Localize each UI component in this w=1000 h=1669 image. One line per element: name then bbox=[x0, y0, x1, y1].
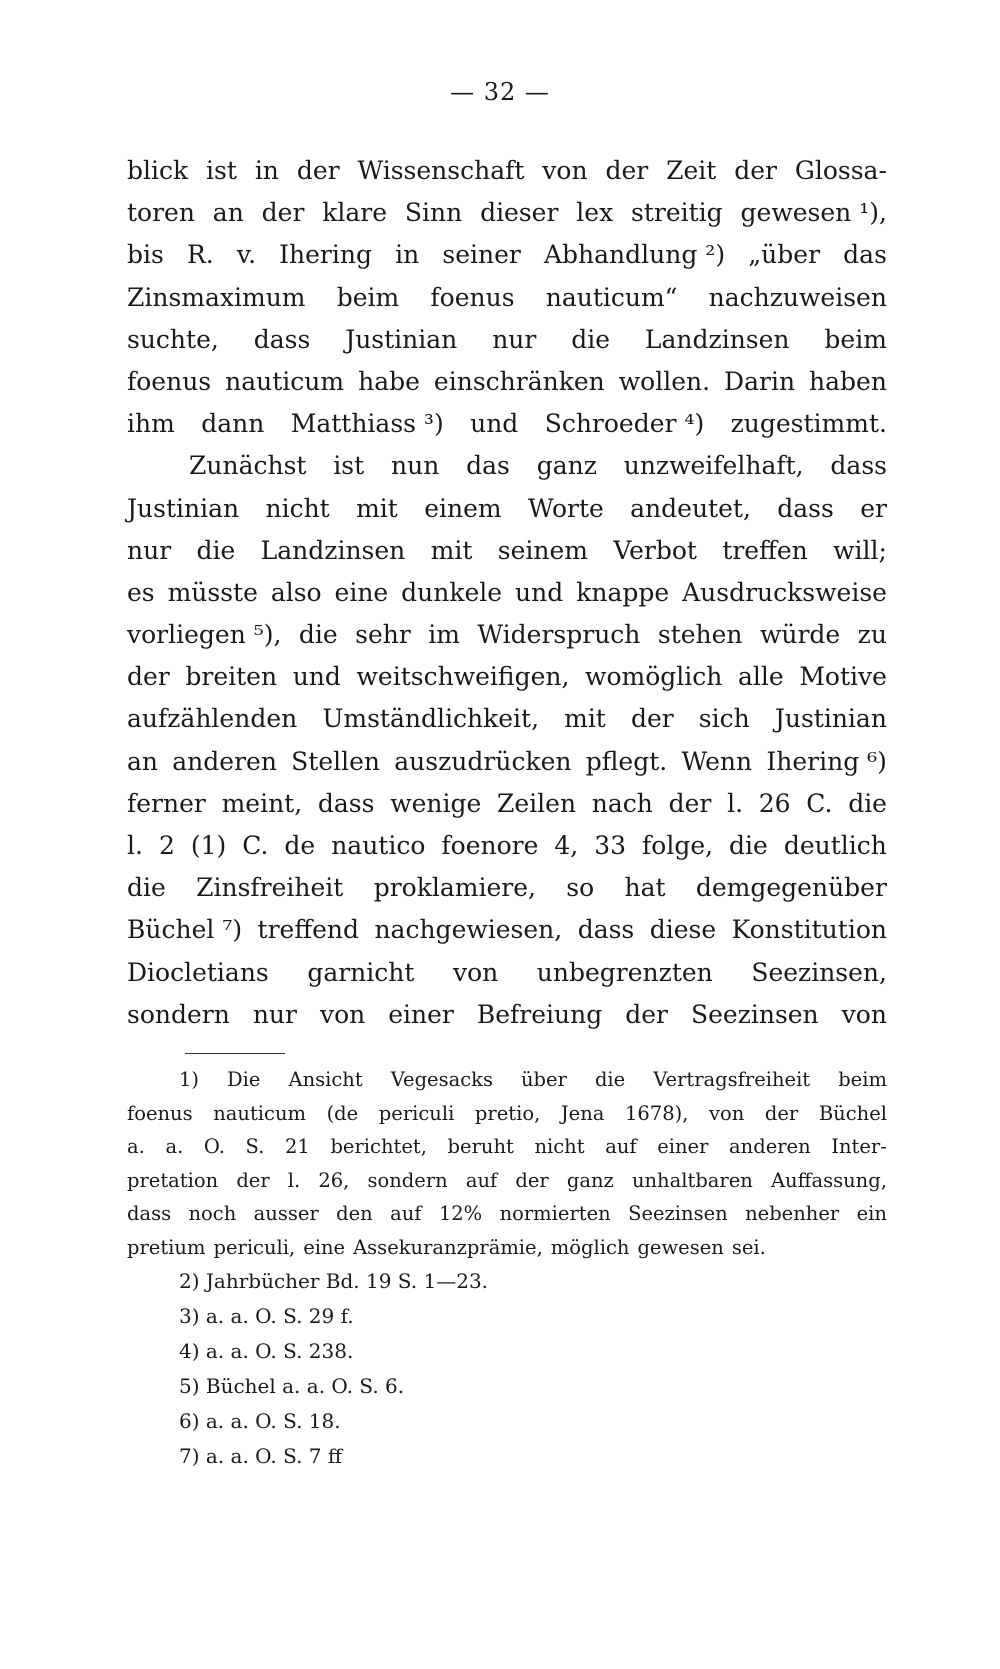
word: blick bbox=[127, 156, 189, 185]
word: nur bbox=[492, 324, 537, 354]
word: ganz bbox=[566, 1168, 614, 1192]
word: 21 bbox=[285, 1135, 310, 1158]
word: Wissenschaft bbox=[357, 156, 525, 185]
word: Die bbox=[227, 1068, 261, 1091]
word: R. bbox=[186, 240, 214, 270]
word: weitschweifigen, bbox=[356, 662, 570, 692]
word: Assekuranzprämie, bbox=[353, 1235, 543, 1259]
text-line bbox=[127, 234, 887, 276]
word: unzweifelhaft, bbox=[623, 451, 804, 481]
word: die bbox=[594, 1068, 626, 1091]
text-line bbox=[127, 572, 887, 614]
word: nautico bbox=[331, 831, 426, 860]
word: von bbox=[452, 957, 499, 987]
word: S. bbox=[245, 1135, 265, 1158]
word: Seezinsen bbox=[690, 999, 819, 1029]
word: nauticum bbox=[213, 1101, 306, 1125]
word: Seezinsen bbox=[628, 1202, 728, 1225]
word: Büchel ⁷) bbox=[127, 915, 243, 945]
footnote-line bbox=[127, 1130, 887, 1164]
word: die bbox=[729, 831, 768, 860]
text-line bbox=[127, 403, 887, 445]
word: folge, bbox=[642, 831, 714, 860]
word: dass bbox=[830, 451, 887, 481]
word: haben bbox=[809, 366, 887, 396]
footnotes bbox=[127, 1063, 887, 1474]
word: wollen. bbox=[618, 366, 711, 396]
word: die bbox=[196, 535, 236, 565]
word: der bbox=[261, 198, 305, 228]
word: Jena bbox=[560, 1101, 605, 1125]
text-line bbox=[127, 994, 887, 1036]
word: bis bbox=[127, 240, 164, 270]
word: 12% bbox=[438, 1202, 483, 1225]
word: Schroeder ⁴) bbox=[544, 409, 705, 439]
word: nicht bbox=[534, 1135, 585, 1158]
text-line bbox=[127, 361, 887, 403]
word: Motive bbox=[799, 662, 887, 692]
word: dass bbox=[317, 788, 375, 818]
word: foenus bbox=[127, 366, 212, 396]
word: mit bbox=[430, 535, 473, 565]
word: Landzinsen bbox=[644, 324, 790, 354]
word: nauticum“ bbox=[545, 282, 678, 312]
word: und bbox=[292, 662, 341, 692]
word: der bbox=[734, 156, 777, 185]
word: der bbox=[515, 1168, 549, 1192]
word: Landzinsen bbox=[260, 535, 406, 565]
word: vorliegen ⁵), bbox=[127, 620, 282, 650]
word: ist bbox=[206, 156, 237, 185]
word: Zunächst bbox=[189, 451, 307, 481]
word: stehen bbox=[657, 620, 743, 650]
word: Verbot bbox=[613, 535, 697, 565]
word: andeutet, bbox=[630, 493, 751, 523]
text-line bbox=[127, 614, 887, 656]
word: Justinian bbox=[127, 493, 240, 523]
word: der bbox=[236, 1168, 270, 1192]
word: 26, bbox=[318, 1168, 350, 1192]
word: Vertragsfreiheit bbox=[653, 1068, 811, 1091]
word: habe bbox=[358, 366, 420, 396]
word: lex bbox=[576, 198, 614, 228]
word: der bbox=[605, 156, 649, 185]
word: meint, bbox=[221, 788, 303, 818]
word: Umständlichkeit, bbox=[322, 704, 540, 734]
text-line bbox=[127, 319, 887, 361]
word: Zinsfreiheit bbox=[196, 873, 344, 903]
word: es bbox=[127, 577, 155, 607]
word: Zeilen bbox=[497, 788, 577, 818]
word: „über bbox=[748, 240, 821, 270]
word: 4, bbox=[554, 831, 579, 860]
word: Zinsmaximum bbox=[127, 282, 306, 312]
word: an bbox=[127, 746, 159, 776]
word: sei. bbox=[731, 1235, 766, 1259]
word: sehr bbox=[355, 620, 411, 650]
word: Glossa- bbox=[794, 156, 887, 185]
word: pretation bbox=[127, 1168, 219, 1192]
word: Büchel bbox=[818, 1101, 887, 1125]
word: auf bbox=[605, 1135, 637, 1158]
word: Abhandlung ²) bbox=[543, 240, 726, 270]
text-line bbox=[127, 909, 887, 951]
word: dass bbox=[253, 324, 311, 354]
word: demgegenüber bbox=[695, 873, 887, 903]
word: l. bbox=[287, 1168, 301, 1192]
word: proklamiere, bbox=[373, 873, 536, 903]
word: nur bbox=[127, 535, 172, 565]
footnote-line bbox=[127, 1197, 887, 1231]
word: Wenn bbox=[681, 746, 753, 776]
text-line bbox=[127, 825, 887, 867]
word: die bbox=[298, 620, 338, 650]
word: der bbox=[296, 156, 340, 185]
text-line bbox=[127, 192, 887, 234]
word: einer bbox=[657, 1135, 709, 1158]
word: die bbox=[127, 873, 166, 903]
word: ausser bbox=[253, 1202, 319, 1225]
word: also bbox=[270, 577, 322, 607]
word: Sinn bbox=[404, 198, 463, 228]
word: einer bbox=[388, 999, 454, 1029]
word: gewesen bbox=[637, 1235, 724, 1259]
word: und bbox=[515, 577, 564, 607]
word: anderen bbox=[729, 1135, 811, 1158]
word: der bbox=[630, 704, 674, 734]
word: Matthiass ³) bbox=[290, 409, 444, 439]
word: pretio, bbox=[474, 1101, 541, 1125]
word: Stellen bbox=[291, 746, 381, 776]
word: die bbox=[848, 788, 887, 818]
text-line bbox=[127, 488, 887, 530]
word: das bbox=[466, 451, 510, 481]
word: anderen bbox=[172, 746, 277, 776]
page-number: — 32 — bbox=[450, 78, 550, 106]
text-line bbox=[127, 150, 887, 192]
word: sondern bbox=[127, 999, 230, 1029]
word: pflegt. bbox=[585, 746, 668, 776]
word: 2 bbox=[158, 831, 175, 860]
word: (de bbox=[326, 1101, 359, 1125]
word: seinem bbox=[497, 535, 588, 565]
word: von bbox=[841, 999, 887, 1029]
word: in bbox=[395, 240, 420, 270]
word: von bbox=[542, 156, 588, 185]
footnote-line bbox=[127, 1231, 887, 1265]
word: ihm bbox=[127, 409, 175, 439]
text-line bbox=[127, 530, 887, 572]
word: diese bbox=[649, 915, 717, 945]
word: an bbox=[212, 198, 244, 228]
word: Befreiung bbox=[476, 999, 603, 1029]
word: l. bbox=[727, 788, 744, 818]
word: wenige bbox=[390, 788, 482, 818]
word: C. bbox=[806, 788, 833, 818]
word: dann bbox=[201, 409, 265, 439]
footnote-line bbox=[127, 1164, 887, 1198]
word: de bbox=[284, 831, 316, 860]
word: der bbox=[764, 1101, 799, 1125]
text-line bbox=[127, 277, 887, 319]
text-line bbox=[127, 656, 887, 698]
word: beim bbox=[838, 1068, 887, 1091]
word: 26 bbox=[758, 788, 791, 818]
word: nicht bbox=[265, 493, 330, 523]
word: sondern bbox=[367, 1168, 448, 1192]
word: Ihering bbox=[279, 240, 372, 270]
word: unbegrenzten bbox=[536, 957, 713, 987]
footnote-2: 2) Jahrbücher Bd. 19 S. 1—23. bbox=[179, 1269, 489, 1293]
word: periculi, bbox=[213, 1235, 296, 1259]
word: und bbox=[470, 409, 519, 439]
word: würde bbox=[759, 620, 841, 650]
word: dunkele bbox=[401, 577, 503, 607]
word: der bbox=[625, 999, 668, 1029]
word: alle bbox=[737, 662, 784, 692]
text-line bbox=[127, 952, 887, 994]
word: Justinian bbox=[774, 704, 887, 734]
word: noch bbox=[188, 1202, 237, 1225]
word: mit bbox=[356, 493, 398, 523]
word: nauticum bbox=[225, 366, 345, 396]
word: die bbox=[571, 324, 611, 354]
word: nachzuweisen bbox=[708, 282, 887, 312]
footnote-1 bbox=[127, 1063, 887, 1264]
word: Darin bbox=[724, 366, 796, 396]
footnote-4: 4) a. a. O. S. 238. bbox=[179, 1339, 354, 1363]
footnote-line bbox=[127, 1097, 887, 1131]
text-line bbox=[127, 741, 887, 783]
word: dieser bbox=[480, 198, 559, 228]
word: normierten bbox=[499, 1202, 611, 1225]
word: ganz bbox=[536, 451, 597, 481]
word: womöglich bbox=[585, 662, 723, 692]
word: foenore bbox=[441, 831, 539, 860]
word: in bbox=[254, 156, 279, 185]
word: den bbox=[336, 1202, 373, 1225]
word: dass bbox=[577, 915, 635, 945]
word: über bbox=[521, 1068, 567, 1091]
word: foenus bbox=[430, 282, 515, 312]
footnote-separator bbox=[185, 1053, 285, 1054]
word: 33 bbox=[594, 831, 627, 860]
word: Konstitution bbox=[731, 915, 887, 945]
footnote-6: 6) a. a. O. S. 18. bbox=[179, 1409, 341, 1433]
word: auszudrücken bbox=[394, 746, 572, 776]
word: das bbox=[843, 240, 887, 270]
word: auf bbox=[465, 1168, 498, 1192]
word: C. bbox=[242, 831, 269, 860]
word: garnicht bbox=[307, 957, 415, 987]
word: auf bbox=[390, 1202, 422, 1225]
word: aufzählenden bbox=[127, 704, 298, 734]
word: beim bbox=[824, 324, 887, 354]
word: foenus bbox=[127, 1101, 193, 1125]
word: hat bbox=[624, 873, 666, 903]
word: Diocletians bbox=[127, 957, 269, 987]
footnote-7: 7) a. a. O. S. 7 ff bbox=[179, 1444, 343, 1468]
word: Auffassung, bbox=[770, 1168, 887, 1192]
word: pretium bbox=[127, 1235, 206, 1259]
word: v. bbox=[236, 240, 257, 270]
word: dass bbox=[777, 493, 834, 523]
word: Worte bbox=[527, 493, 604, 523]
word: Justinian bbox=[345, 324, 458, 354]
text-line bbox=[127, 445, 887, 487]
word: Inter- bbox=[831, 1135, 887, 1158]
word: Ihering ⁶) bbox=[766, 746, 887, 776]
word: toren bbox=[127, 198, 195, 228]
word: ist bbox=[333, 451, 365, 481]
word: l. bbox=[127, 831, 143, 860]
word: nachgewiesen, bbox=[374, 915, 563, 945]
word: eine bbox=[303, 1235, 346, 1259]
word: so bbox=[566, 873, 595, 903]
word: suchte, bbox=[127, 324, 219, 354]
word: einschränken bbox=[433, 366, 605, 396]
word: knappe bbox=[576, 577, 670, 607]
word: streitig bbox=[631, 198, 723, 228]
word: nur bbox=[252, 999, 297, 1029]
word: nun bbox=[391, 451, 440, 481]
text-line bbox=[127, 867, 887, 909]
word: Widerspruch bbox=[477, 620, 641, 650]
word: gewesen ¹), bbox=[740, 198, 887, 228]
word: von bbox=[319, 999, 366, 1029]
word: a. bbox=[165, 1135, 184, 1158]
footnote-3: 3) a. a. O. S. 29 f. bbox=[179, 1304, 354, 1328]
word: a. bbox=[127, 1135, 145, 1158]
word: sich bbox=[698, 704, 750, 734]
word: Seezinsen, bbox=[751, 957, 887, 987]
word: einem bbox=[424, 493, 502, 523]
word: (1) bbox=[190, 831, 227, 860]
text-line bbox=[127, 698, 887, 740]
word: berichtet, bbox=[330, 1135, 427, 1158]
word: müsste bbox=[167, 577, 258, 607]
word: nach bbox=[591, 788, 653, 818]
word: ferner bbox=[127, 788, 206, 818]
word: mit bbox=[564, 704, 606, 734]
body-text bbox=[127, 150, 887, 1036]
word: O. bbox=[203, 1135, 225, 1158]
word: von bbox=[709, 1101, 745, 1125]
word: ein bbox=[856, 1202, 887, 1225]
word: Vegesacks bbox=[390, 1068, 493, 1091]
word: Zeit bbox=[666, 156, 717, 185]
word: treffend bbox=[257, 915, 359, 945]
word: im bbox=[428, 620, 460, 650]
word: unhaltbaren bbox=[631, 1168, 753, 1192]
word: klare bbox=[322, 198, 388, 228]
word: Ausdrucksweise bbox=[682, 577, 887, 607]
footnote-line bbox=[127, 1063, 887, 1097]
word: seiner bbox=[442, 240, 521, 270]
word: dass bbox=[127, 1202, 172, 1225]
word: zu bbox=[857, 620, 887, 650]
word: 1) bbox=[179, 1068, 200, 1091]
word: beruht bbox=[447, 1135, 514, 1158]
word: beim bbox=[336, 282, 400, 312]
word: der bbox=[668, 788, 712, 818]
word: breiten bbox=[185, 662, 278, 692]
footnote-5: 5) Büchel a. a. O. S. 6. bbox=[179, 1374, 405, 1398]
word: nebenher bbox=[745, 1202, 840, 1225]
word: deutlich bbox=[783, 831, 887, 860]
word: er bbox=[860, 493, 887, 523]
word: treffen bbox=[722, 535, 808, 565]
word: zugestimmt. bbox=[730, 409, 887, 439]
word: Ansicht bbox=[288, 1068, 363, 1091]
word: will; bbox=[833, 535, 887, 565]
word: möglich bbox=[550, 1235, 630, 1259]
text-line bbox=[127, 783, 887, 825]
word: eine bbox=[334, 577, 389, 607]
word: 1678), bbox=[624, 1101, 689, 1125]
word: der bbox=[127, 662, 170, 692]
word: periculi bbox=[378, 1101, 455, 1125]
